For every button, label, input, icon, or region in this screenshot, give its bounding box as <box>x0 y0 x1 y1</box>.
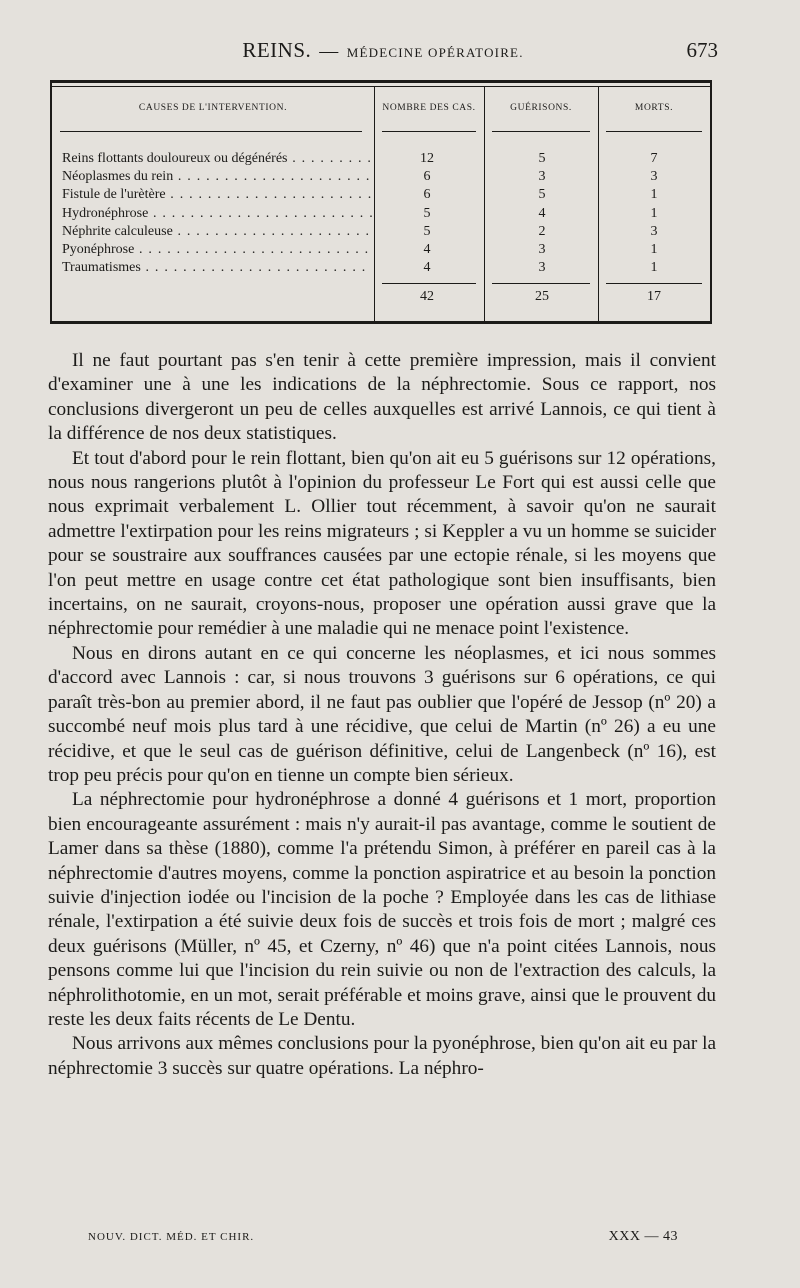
cell-cases: 5 <box>423 223 431 239</box>
running-head-title <box>48 38 718 63</box>
cell-deaths: 1 <box>650 260 658 276</box>
table-row <box>62 206 712 224</box>
head-title-dash: — <box>319 41 339 62</box>
footer-volume: XXX — 43 <box>608 1229 678 1244</box>
page-footer <box>88 1229 678 1249</box>
running-head <box>48 38 718 72</box>
total-cases: 42 <box>420 289 434 304</box>
header-rule <box>606 131 702 132</box>
cell-deaths: 7 <box>650 151 658 166</box>
cell-cause: Reins flottants douloureux ou dégénérés . . . <box>62 151 372 167</box>
paragraph: La néphrectomie pour hydronéphrose a donné 4 guérisons et 1 mort, proportion bien encourageante assurément : mais n'y aurait-il pas avantage, comme le soutient de Lamer dans sa thèse (1880), comme l'a prétendu Simon, à préférer en pareil cas à la néphrectomie d'autres moyens, comme la ponction aspiratrice et au besoin la ponction suivie d'injection iodée ou l'incision de la poche ? Employée dans les cas de lithiase rénale, l'extirpation a été suivie deux fois de succès et trois fois de mort ; malgré ces deux guérisons (Müller, nº 45, et Czerny, nº 46) que n'a point citées Lannois, nous pensons comme lui que l'incision du rein suivie ou non de l'extraction des calculs, la néphrolithotomie, en un mot, serait préférable et moins grave, ainsi que le prouvent du reste les deux faits récents de Le Dentu. <box>48 789 716 1030</box>
paragraph: Nous en dirons autant en ce qui concerne les néoplasmes, et ici nous sommes d'accord avec Lannois : car, si nous trouvons 3 guérisons sur 6 opérations, ce qui paraît très-bon au premier abord, il ne faut pas oublier que l'opéré de Jessop (nº 20) a succombé neuf mois plus tard à une récidive, que celui de Martin (nº 26) a eu une récidive, et que le seul cas de guérison définitive, celui de Langenbeck (nº 16), est trop peu précis pour qu'on en tienne un compte bien sérieux. <box>48 642 716 786</box>
table-row <box>62 242 712 260</box>
cell-deaths: 1 <box>650 205 658 221</box>
totals-rule <box>606 283 702 284</box>
head-title-sub: MÉDECINE OPÉRATOIRE. <box>346 45 524 60</box>
cell-cured: 3 <box>538 260 546 276</box>
cell-cured: 5 <box>538 151 546 166</box>
body-text <box>48 349 716 1081</box>
cell-cured: 5 <box>538 187 546 203</box>
cell-cause: Fistule de l'urètère . . . <box>62 187 372 203</box>
table-row <box>62 224 712 242</box>
cell-deaths: 3 <box>650 169 658 185</box>
cell-cured: 4 <box>538 205 546 221</box>
cell-cured: 3 <box>538 169 546 185</box>
table-row <box>62 151 712 169</box>
header-rule <box>60 131 362 132</box>
header-cases: NOMBRE DES CAS. <box>382 103 476 113</box>
cell-cured: 2 <box>538 223 546 239</box>
paragraph: Il ne faut pourtant pas s'en tenir à cette première impression, mais il convient d'examiner une à une les indications de la néphrectomie. Sous ce rapport, nos conclusions divergeront un peu de celles auxquelles est arrivé Lannois, ce qui tient à la différence de nos deux statistiques. <box>48 350 716 445</box>
table-row <box>62 187 712 205</box>
total-cured: 25 <box>535 289 549 304</box>
header-deaths: MORTS. <box>634 103 674 113</box>
page-number: 673 <box>686 38 718 62</box>
totals-rule <box>382 283 476 284</box>
cell-cause: Hydronéphrose . . . <box>62 206 372 222</box>
cell-cause: Pyonéphrose . . . <box>62 242 372 258</box>
cell-cause: Néphrite calculeuse . . . <box>62 224 372 240</box>
cell-deaths: 3 <box>650 223 658 239</box>
paragraph: Nous arrivons aux mêmes conclusions pour la pyonéphrose, bien qu'on ait eu par la néphrectomie 3 succès sur quatre opérations. La néphro- <box>48 1033 716 1079</box>
header-cured: GUÉRISONS. <box>510 103 572 113</box>
header-rule <box>492 131 590 132</box>
table-row <box>62 169 712 187</box>
header-cause: CAUSES DE L'INTERVENTION. <box>138 103 288 113</box>
table-body <box>62 151 712 278</box>
cell-cases: 4 <box>423 260 431 276</box>
cell-cured: 3 <box>538 241 546 257</box>
cell-cases: 12 <box>420 151 434 166</box>
cell-cases: 6 <box>423 187 431 203</box>
cell-cases: 5 <box>423 205 431 221</box>
cell-cases: 6 <box>423 169 431 185</box>
cell-cause: Néoplasmes du rein . . . <box>62 169 372 185</box>
cell-deaths: 1 <box>650 241 658 257</box>
statistics-table <box>50 80 712 324</box>
footer-signature: NOUV. DICT. MÉD. ET CHIR. <box>88 1231 255 1243</box>
head-title-main: REINS. <box>242 38 312 62</box>
total-deaths: 17 <box>647 289 661 304</box>
totals-rule <box>492 283 590 284</box>
cell-cases: 4 <box>423 241 431 257</box>
table-inner-rule <box>52 86 710 87</box>
table-row <box>62 260 712 278</box>
paragraph: Et tout d'abord pour le rein flottant, bien qu'on ait eu 5 guérisons sur 12 opérations, nous nous rangerions plutôt à l'opinion du professeur Le Fort qui est aussi celle que nous exprimait verbalement L. Ollier tout récemment, à savoir qu'on ne saurait admettre l'extirpation pour les reins migrateurs ; si Keppler a vu un homme se suicider pour se soustraire aux souffrances causées par une ectopie rénale, si les moyens que l'on peut mettre en usage contre cet état pathologique sont bien insuffisants, bien incertains, on ne saurait, croyons-nous, proposer une opération aussi grave que la néphrectomie pour remédier à une maladie qui ne menace point l'existence. <box>48 447 716 640</box>
header-rule <box>382 131 476 132</box>
cell-cause: Traumatismes . . . <box>62 260 372 276</box>
cell-deaths: 1 <box>650 187 658 203</box>
